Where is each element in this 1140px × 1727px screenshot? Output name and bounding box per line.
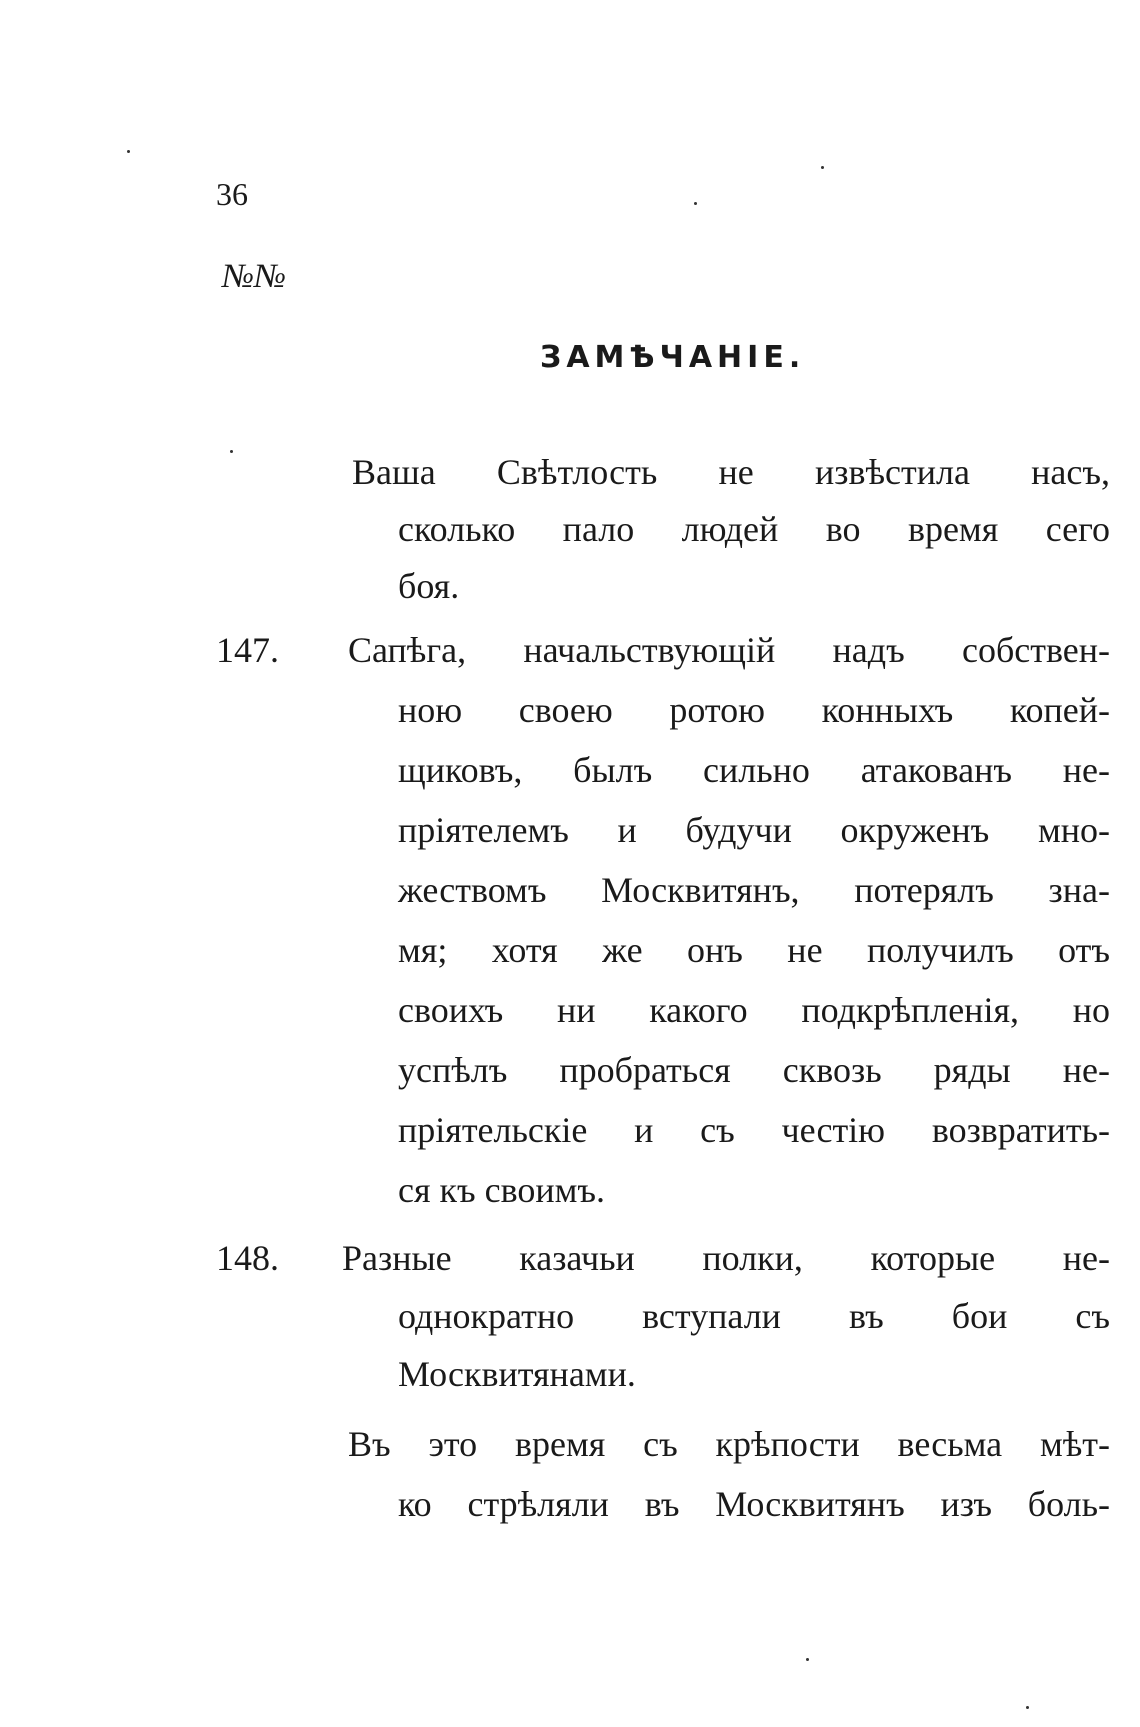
entry-line: ся къ своимъ. (398, 1170, 606, 1210)
entry-number: 148. (216, 1238, 279, 1278)
entry-line: однократно вступали въ бои съ (398, 1296, 1110, 1336)
print-speck (806, 1658, 809, 1661)
entry-line: Разные казачьи полки, которые не- (342, 1238, 1110, 1278)
entry-line: своихъ ни какого подкрѣпленія, но (398, 990, 1110, 1030)
remark-line: боя. (398, 566, 460, 606)
section-heading: ЗАМѢЧАНІЕ. (540, 340, 806, 375)
print-speck (230, 450, 233, 453)
remark-line: сколько пало людей во время сего (398, 509, 1110, 549)
entry-line: жествомъ Москвитянъ, потерялъ зна- (398, 870, 1110, 910)
remark-line: Ваша Свѣтлость не извѣстила насъ, (352, 452, 1110, 492)
entry-line: ною своею ротою конныхъ копей- (398, 690, 1110, 730)
numero-mark: №№ (222, 258, 287, 295)
continuation-line: Въ это время съ крѣпости весьма мѣт- (348, 1424, 1110, 1464)
entry-line: Сапѣга, начальствующій надъ собствен- (348, 630, 1110, 670)
print-speck (1026, 1706, 1029, 1709)
print-speck (127, 150, 130, 153)
entry-line: пріятельскіе и съ честію возвратить- (398, 1110, 1110, 1150)
print-speck (821, 166, 824, 169)
continuation-line: ко стрѣляли въ Москвитянъ изъ боль- (398, 1484, 1110, 1524)
page-number: 36 (216, 176, 248, 212)
entry-number: 147. (216, 630, 279, 670)
entry-line: успѣлъ пробраться сквозь ряды не- (398, 1050, 1110, 1090)
entry-line: щиковъ, былъ сильно атакованъ не- (398, 750, 1110, 790)
print-speck (694, 202, 697, 205)
entry-line: мя; хотя же онъ не получилъ отъ (398, 930, 1110, 970)
entry-line: Москвитянами. (398, 1354, 636, 1394)
entry-line: пріятелемъ и будучи окруженъ мно- (398, 810, 1110, 850)
